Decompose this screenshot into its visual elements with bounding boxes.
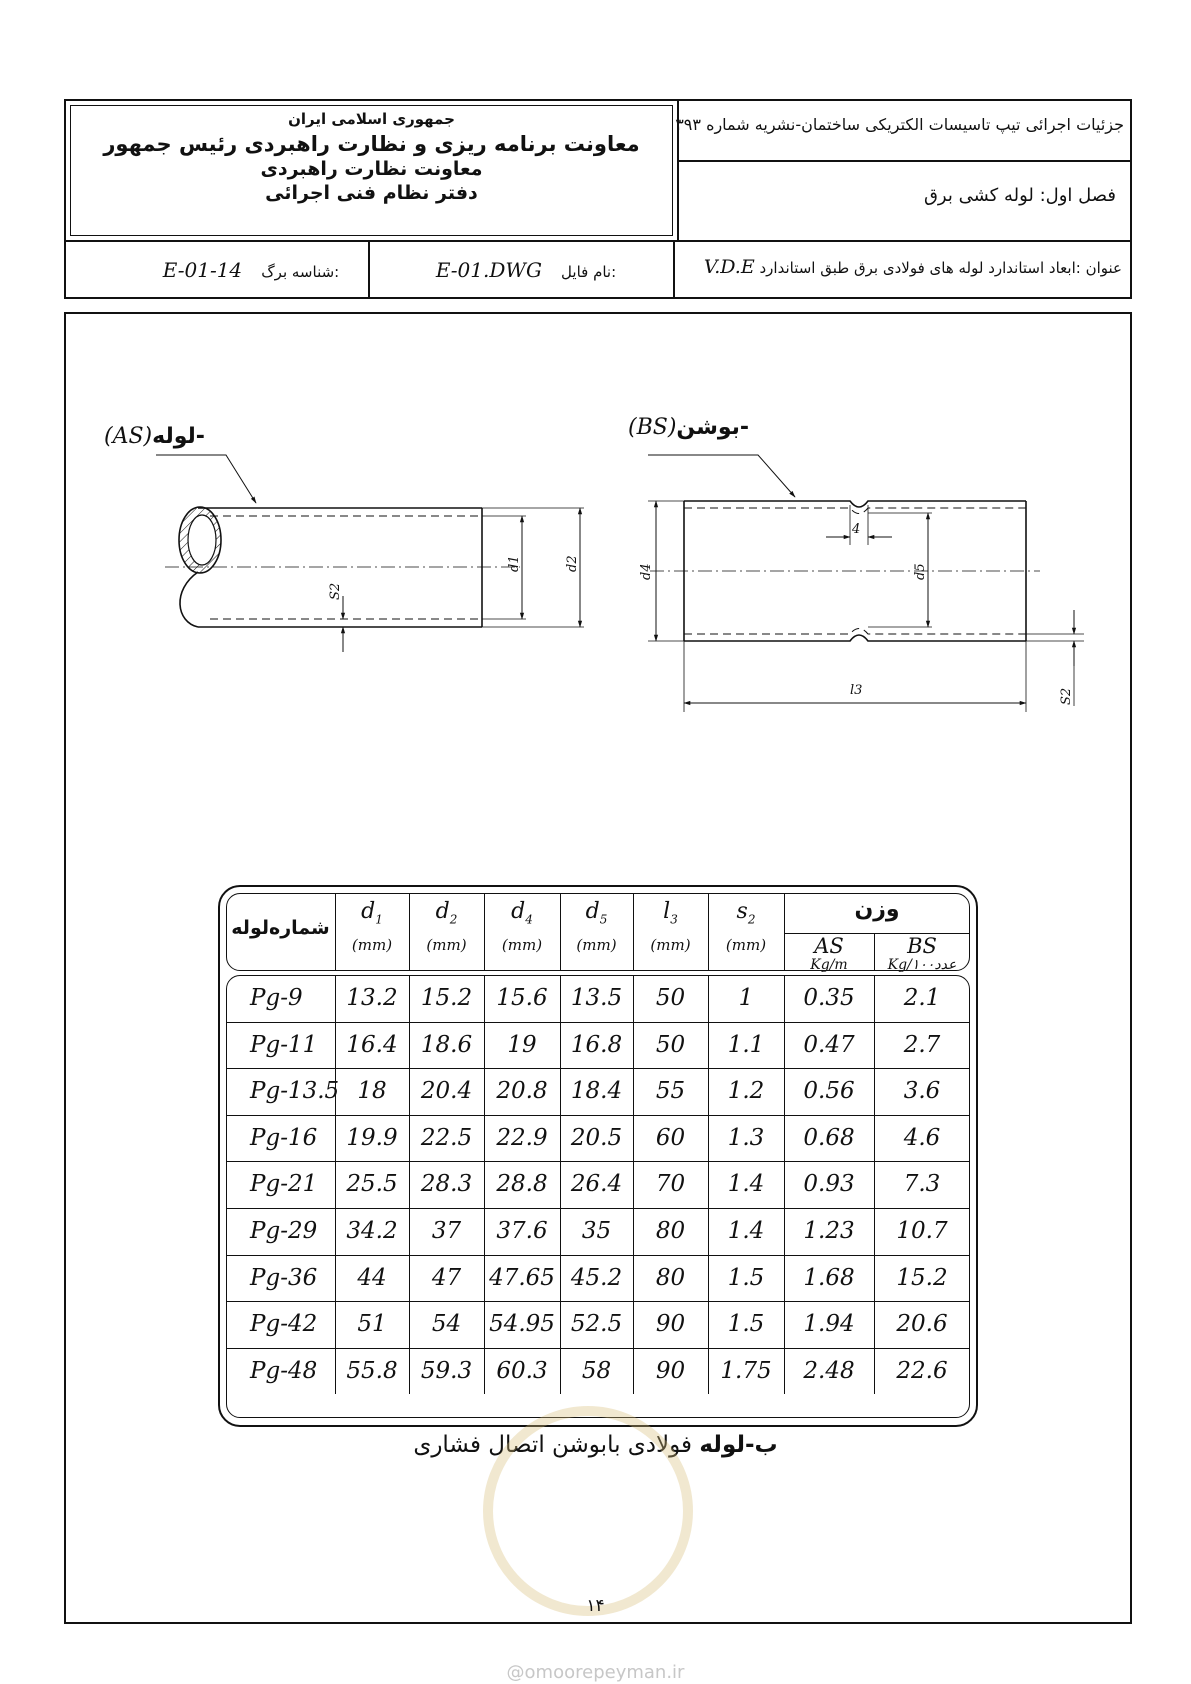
table-header-column	[409, 893, 484, 954]
table-cell: 52.5	[570, 1311, 623, 1338]
table-cell: 20.8	[496, 1078, 548, 1105]
table-header-weight-column	[784, 935, 874, 973]
weight-symbol: AS	[814, 934, 844, 958]
table-header-column	[484, 893, 560, 954]
table-cell: 90	[655, 1311, 686, 1338]
as-pipe-label	[104, 424, 205, 449]
table-cell: Pg-9	[250, 985, 303, 1011]
divider	[66, 240, 1130, 242]
table-cell: 18.6	[420, 1031, 473, 1058]
table-cell: 16.4	[346, 1031, 398, 1058]
org-line-3: معاونت نظارت راهبردی	[260, 158, 483, 180]
table-cell: 37	[431, 1218, 462, 1244]
table-cell: 55.8	[346, 1357, 398, 1384]
d2-label: d2	[565, 555, 580, 572]
caption-bold: ب-لوله	[699, 1432, 778, 1458]
column-symbol: $s_2$	[736, 899, 756, 927]
table-cell: 1.23	[803, 1218, 855, 1244]
sheet-title	[678, 256, 1122, 278]
table-cell: 1	[738, 985, 754, 1011]
s2-as-label: S2	[328, 582, 343, 600]
sheet-id-value: E-01-14	[162, 258, 243, 282]
table-cell: 90	[655, 1357, 686, 1384]
column-unit: (mm)	[650, 936, 691, 955]
table-cell: 28.3	[420, 1171, 473, 1198]
column-unit: (mm)	[501, 936, 543, 955]
table-cell: 37.6	[496, 1218, 548, 1244]
table-cell: 1.75	[720, 1357, 772, 1384]
table-cell: 20.6	[896, 1311, 948, 1338]
column-subscript: 5	[599, 912, 608, 927]
column-subscript: 4	[525, 912, 533, 927]
s2-bs-label: S2	[1059, 687, 1074, 705]
d1-label: d1	[507, 555, 522, 572]
weight-symbol: BS	[907, 934, 937, 958]
table-cell: 1.68	[803, 1264, 855, 1291]
table-cell: 0.68	[803, 1124, 855, 1151]
table-cell: 44	[357, 1264, 387, 1291]
bs-code: (BS)	[628, 415, 677, 440]
table-cell: 2.1	[903, 985, 941, 1011]
table-cell: 54	[431, 1311, 462, 1338]
column-unit: (mm)	[426, 936, 467, 955]
table-cell: 60.3	[496, 1357, 548, 1384]
table-cell: 70	[655, 1171, 686, 1198]
table-cell: 50	[655, 1031, 686, 1058]
table-cell: 15.6	[496, 985, 548, 1011]
table-header-column	[708, 893, 784, 954]
standard-code: V.D.E	[703, 256, 755, 278]
table-cell: Pg-42	[250, 1311, 318, 1338]
table-cell: 15.2	[420, 985, 473, 1011]
table-cell: 80	[655, 1218, 686, 1244]
sheet-id-label: شناسه برگ:	[261, 263, 340, 281]
chapter-title: فصل اول: لوله کشی برق	[923, 185, 1116, 206]
caption-text: فولادی بابوشن اتصال فشاری	[413, 1432, 693, 1458]
column-symbol: $d_2$	[435, 899, 458, 927]
file-name-value: E-01.DWG	[435, 258, 542, 282]
table-cell: 45.2	[570, 1264, 623, 1291]
table-cell: Pg-11	[250, 1031, 318, 1058]
table-cell: 22.9	[496, 1124, 548, 1151]
bs-name: بوشن-	[676, 415, 750, 440]
bs-sleeve-label	[628, 415, 749, 440]
table-cell: 34.2	[346, 1218, 398, 1244]
table-cell: 80	[655, 1264, 686, 1291]
table-cell: 35	[581, 1218, 612, 1244]
table-cell: 22.5	[420, 1124, 473, 1151]
weight-unit: Kg/m	[810, 957, 848, 973]
as-name: لوله-	[152, 424, 205, 449]
table-cell: 4.6	[903, 1124, 941, 1151]
d5-label: d5	[913, 563, 928, 580]
table-cell: 7.3	[903, 1171, 941, 1198]
table-cell: Pg-48	[250, 1357, 318, 1384]
publication-series: جزئیات اجرائی تیپ تاسیسات الکتریکی ساختمان-نشریه شماره ۳۹۳	[675, 115, 1124, 134]
table-cell: 54.95	[489, 1311, 555, 1338]
table-cell: 19.9	[346, 1124, 398, 1151]
column-subscript: 3	[670, 912, 678, 927]
table-cell: 2.7	[903, 1031, 941, 1058]
column-subscript: 2	[449, 912, 458, 927]
groove-width-label: 4	[852, 522, 861, 537]
file-name-cell	[390, 252, 662, 288]
file-name-label: نام فایل:	[561, 263, 617, 281]
org-line-1: جمهوری اسلامی ایران	[288, 110, 455, 128]
table-cell: 19	[507, 1031, 537, 1058]
table-cell: 20.5	[570, 1124, 623, 1151]
table-header-column	[633, 893, 708, 954]
column-symbol: $d_5$	[585, 899, 608, 927]
table-header-column	[335, 893, 409, 954]
table-cell: 51	[357, 1311, 387, 1338]
table-cell: 13.5	[570, 985, 623, 1011]
table-cell: 3.6	[903, 1078, 941, 1105]
table-cell: 47	[431, 1264, 462, 1291]
table-cell: 10.7	[896, 1218, 948, 1244]
table-cell: 13.2	[346, 985, 398, 1011]
column-unit: (mm)	[351, 936, 393, 955]
column-symbol: $d_4$	[511, 899, 533, 927]
table-cell: 0.35	[803, 985, 855, 1011]
table-header-weight: وزن	[854, 897, 900, 922]
table-cell: 1.2	[727, 1078, 765, 1105]
table-cell: 1.94	[803, 1311, 855, 1338]
table-cell: 22.6	[896, 1357, 948, 1384]
sheet-title-text: عنوان :ابعاد استاندارد لوله های فولادی برق طبق استاندارد	[759, 259, 1122, 277]
title-block	[64, 99, 1132, 299]
table-cell: 15.2	[896, 1264, 948, 1291]
column-unit: (mm)	[576, 936, 617, 955]
table-header-pipe-number: شماره‌لوله	[231, 917, 330, 939]
table-cell: 1.4	[727, 1218, 765, 1244]
table-cell: 18	[357, 1078, 387, 1105]
column-symbol: $l_3$	[663, 899, 678, 927]
table-cell: 28.8	[496, 1171, 548, 1198]
column-unit: (mm)	[725, 936, 767, 955]
table-cell: 26.4	[570, 1171, 623, 1198]
org-line-2: معاونت برنامه ریزی و نظارت راهبردی رئیس جمهور	[103, 132, 640, 156]
table-cell: 55	[655, 1078, 686, 1105]
table-cell: 1.1	[727, 1031, 765, 1058]
table-cell: 50	[655, 985, 686, 1011]
divider	[677, 160, 1130, 162]
table-cell: 58	[581, 1357, 612, 1384]
page-number: ۱۴	[586, 1596, 605, 1616]
table-cell: Pg-16	[250, 1124, 318, 1151]
org-line-4: دفتر نظام فنی اجرائی	[265, 182, 478, 204]
table-cell: 1.5	[727, 1311, 765, 1338]
table-cell: 0.93	[803, 1171, 855, 1198]
column-symbol: $d_1$	[361, 899, 383, 927]
table-cell: Pg-13.5	[250, 1078, 340, 1105]
table-cell: Pg-21	[250, 1171, 318, 1198]
column-subscript: 1	[375, 912, 383, 927]
table-header-column	[560, 893, 633, 954]
table-cell: 25.5	[346, 1171, 398, 1198]
l3-label: l3	[850, 683, 863, 698]
watermark-seal	[483, 1406, 693, 1616]
table-cell: 0.56	[803, 1078, 855, 1105]
divider	[673, 240, 675, 299]
table-cell: 18.4	[570, 1078, 623, 1105]
table-cell: 47.65	[489, 1264, 555, 1291]
table-cell: 2.48	[803, 1357, 855, 1384]
table-cell: 1.4	[727, 1171, 765, 1198]
table-cell: 1.5	[727, 1264, 765, 1291]
column-subscript: 2	[747, 912, 756, 927]
table-header-weight-column	[874, 935, 970, 973]
table-cell: Pg-29	[250, 1218, 318, 1244]
table-cell: Pg-36	[250, 1264, 318, 1291]
weight-unit: Kg/۱۰۰عدد	[887, 957, 957, 973]
as-code: (AS)	[104, 424, 153, 449]
d4-label: d4	[639, 563, 654, 580]
table-cell: 20.4	[420, 1078, 473, 1105]
sheet-id-cell	[146, 252, 356, 288]
grid-line	[784, 933, 970, 934]
table-cell: 1.3	[727, 1124, 765, 1151]
watermark-url: @omoorepeyman.ir	[506, 1662, 685, 1683]
table-cell: 16.8	[570, 1031, 623, 1058]
table-cell: 0.47	[803, 1031, 855, 1058]
organization-box	[70, 105, 673, 236]
table-cell: 60	[655, 1124, 686, 1151]
table-cell: 59.3	[420, 1357, 473, 1384]
divider	[368, 240, 370, 299]
